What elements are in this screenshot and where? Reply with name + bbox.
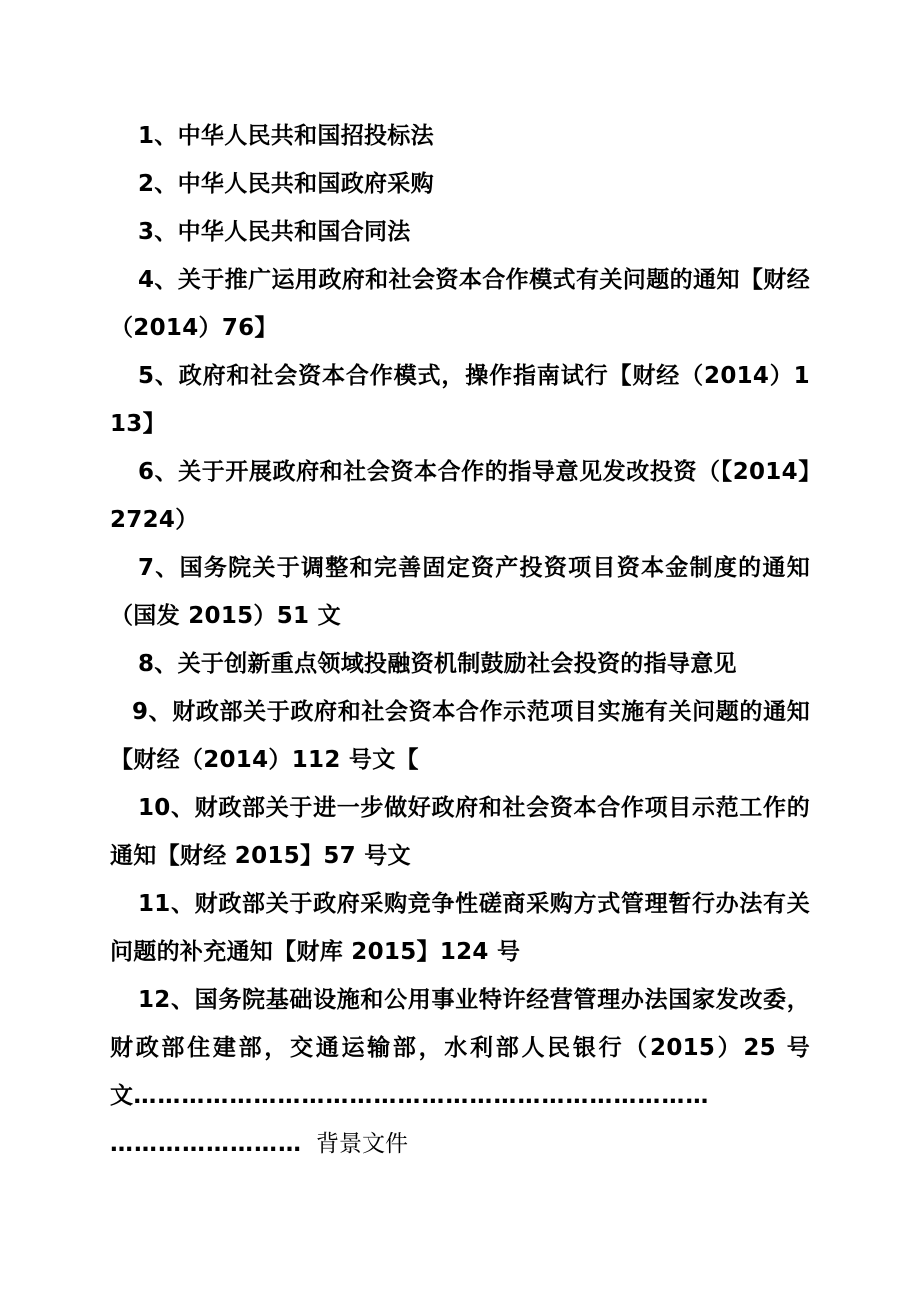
leader-dots-2: …………………… — [110, 1131, 302, 1157]
list-item-7: 7、国务院关于调整和完善固定资产投资项目资本金制度的通知（国发 2015）51 文 — [110, 555, 810, 629]
list-item-11: 11、财政部关于政府采购竞争性磋商采购方式管理暂行办法有关问题的补充通知【财库 2015】124 号 — [110, 891, 810, 965]
leader-dots-line — [110, 1120, 810, 1168]
list-item-8: 8、关于创新重点领域投融资机制鼓励社会投资的指导意见 — [138, 651, 737, 677]
list-item-12 — [110, 976, 810, 1120]
list-item-12-text: 12、国务院基础设施和公用事业特许经营管理办法国家发改委，财政部住建部，交通运输部，水利部人民银行（2015）25 号文 — [110, 987, 810, 1109]
list-item-1: 1、中华人民共和国招投标法 — [138, 123, 434, 149]
list-item-2: 2、中华人民共和国政府采购 — [138, 171, 434, 197]
background-files-label: 背景文件 — [316, 1131, 408, 1157]
list-item-6: 6、关于开展政府和社会资本合作的指导意见发改投资（【2014】2724） — [110, 459, 810, 533]
list-item-10: 10、财政部关于进一步做好政府和社会资本合作项目示范工作的通知【财经 2015】57 号文 — [110, 795, 810, 869]
document-page — [110, 112, 810, 1168]
list-item-3: 3、中华人民共和国合同法 — [138, 219, 411, 245]
leader-dots: ……………………………………………………………… — [133, 1083, 710, 1109]
list-item-4: 4、关于推广运用政府和社会资本合作模式有关问题的通知【财经（2014）76】 — [110, 267, 810, 341]
list-item-9: 9、财政部关于政府和社会资本合作示范项目实施有关问题的通知【财经（2014）112 号文【 — [110, 699, 810, 773]
list-item-5: 5、政府和社会资本合作模式，操作指南试行【财经（2014）113】 — [110, 363, 810, 437]
